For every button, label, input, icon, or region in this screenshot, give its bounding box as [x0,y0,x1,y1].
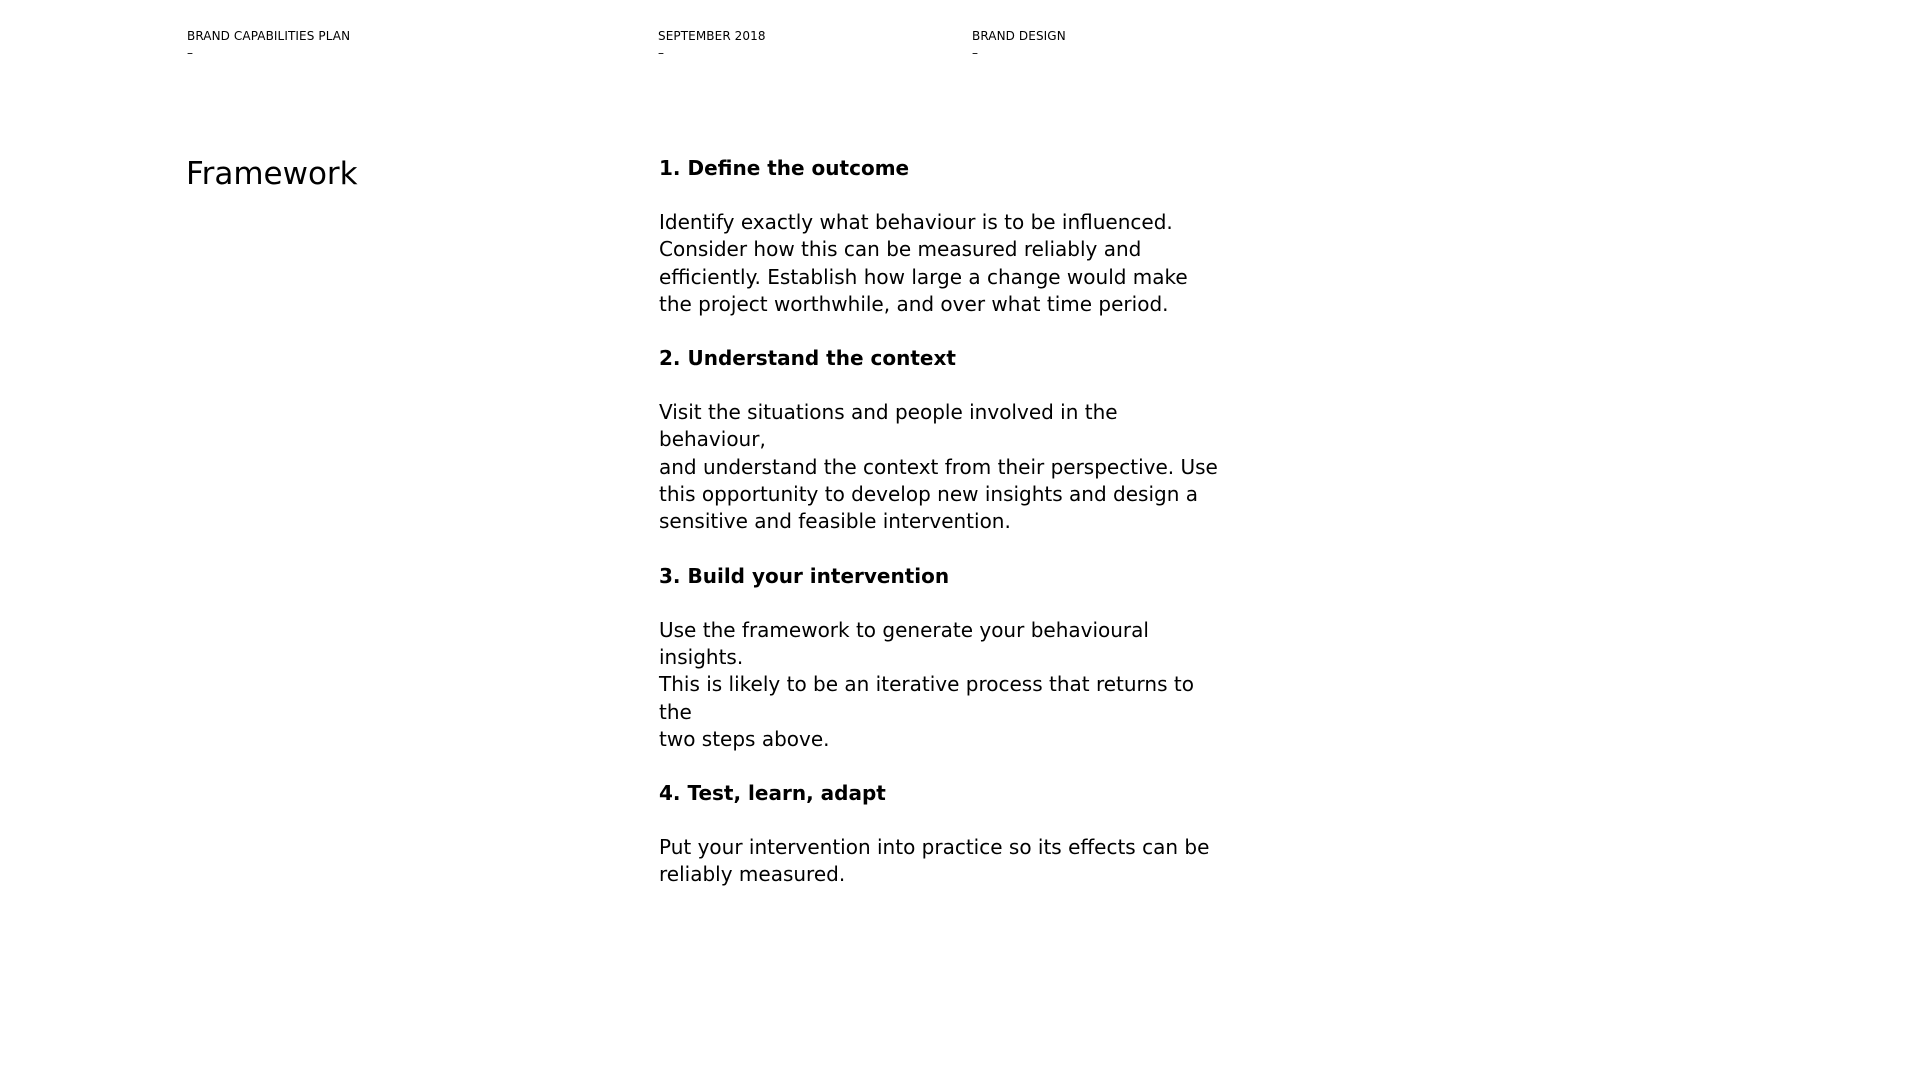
step-heading: 4. Test, learn, adapt [659,781,886,806]
step-body: Identify exactly what behaviour is to be influenced. Consider how this can be measured reliably and efficiently. Establish how large a change would make the project worthwhile, and over what time period. [659,210,1188,316]
plan-separator: – [187,46,194,60]
step-test-learn-adapt [659,780,1229,889]
step-build-intervention [659,563,1229,753]
department-label-text: BRAND DESIGN [972,29,1066,43]
step-define-outcome [659,155,1229,318]
step-heading: 2. Understand the context [659,346,956,371]
header-date-label [658,28,766,62]
page-title: Framework [186,156,358,192]
header-department-label [972,28,1066,62]
date-separator: – [658,46,665,60]
header-plan-label [187,28,350,62]
framework-steps [659,155,1229,916]
department-separator: – [972,46,979,60]
date-label-text: SEPTEMBER 2018 [658,29,766,43]
step-heading: 3. Build your intervention [659,563,950,588]
step-body: Visit the situations and people involved in the behaviour, and understand the context from their perspective. Use this opportunity to develop new insights and design a sensitive and feasible intervention. [659,400,1218,534]
step-body: Put your intervention into practice so its effects can be reliably measured. [659,835,1210,887]
step-heading: 1. Define the outcome [659,156,910,180]
step-body: Use the framework to generate your behavioural insights. This is likely to be an iterative process that returns to the two steps above. [659,617,1194,751]
plan-label-text: BRAND CAPABILITIES PLAN [187,29,351,43]
step-understand-context [659,345,1229,535]
